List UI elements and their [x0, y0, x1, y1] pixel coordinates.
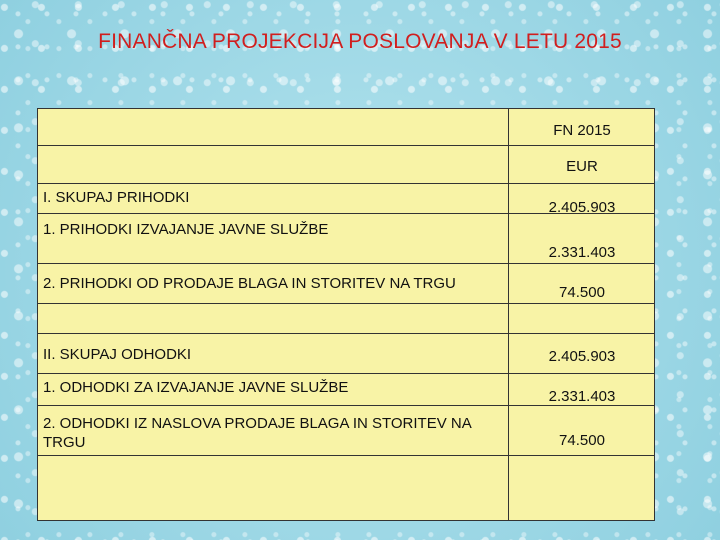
table-row	[38, 214, 654, 264]
row-label: 2. ODHODKI IZ NASLOVA PRODAJE BLAGA IN STORITEV NA TRGU	[43, 415, 471, 451]
row-label: 1. PRIHODKI IZVAJANJE JAVNE SLUŽBE	[43, 221, 329, 238]
table-row	[38, 184, 654, 214]
row-value: 2.405.903	[548, 199, 616, 216]
row-label: 2. PRIHODKI OD PRODAJE BLAGA IN STORITEV NA TRGU	[43, 275, 456, 292]
financial-table	[37, 108, 655, 521]
currency-label: EUR	[566, 158, 598, 175]
row-label: 1. ODHODKI ZA IZVAJANJE JAVNE SLUŽBE	[43, 379, 349, 396]
table-row	[38, 406, 654, 456]
table-row	[38, 374, 654, 406]
row-value: 2.331.403	[548, 388, 616, 405]
table-row-empty	[38, 304, 654, 334]
row-label: I. SKUPAJ PRIHODKI	[43, 189, 190, 206]
row-label: II. SKUPAJ ODHODKI	[43, 346, 192, 363]
row-value: 2.331.403	[548, 244, 616, 261]
table-row-empty	[38, 456, 654, 522]
table-row	[38, 264, 654, 304]
column-header-fn2015: FN 2015	[553, 122, 611, 139]
row-value: 2.405.903	[548, 348, 616, 365]
table-row	[38, 334, 654, 374]
page-title: FINANČNA PROJEKCIJA POSLOVANJA V LETU 2015	[98, 30, 622, 53]
table-currency-row	[38, 146, 654, 184]
row-value: 74.500	[559, 284, 605, 301]
table-header-row	[38, 109, 654, 146]
row-value: 74.500	[559, 432, 605, 449]
